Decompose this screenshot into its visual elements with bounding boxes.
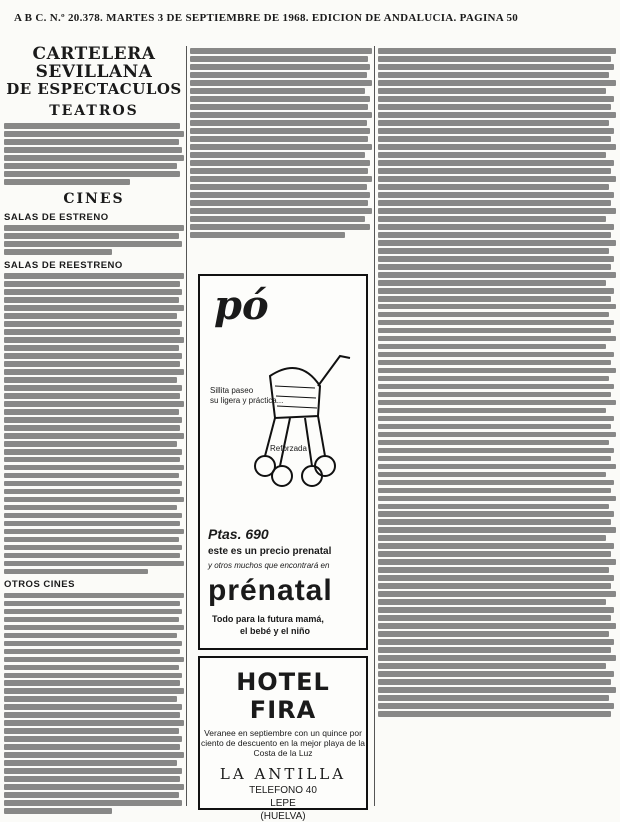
column-divider (374, 46, 375, 806)
stroller-illustration (200, 326, 366, 496)
otros-cines-listing (4, 593, 184, 814)
hotel-province: (HUELVA) (260, 810, 306, 822)
prenatal-slogan-1: Todo para la futura mamá, (212, 614, 324, 624)
prenatal-slogan-2: el bebé y el niño (240, 626, 311, 636)
middle-listing (190, 48, 372, 237)
hotel-town: LEPE (270, 797, 296, 809)
salas-estreno-heading: SALAS DE ESTRENO (4, 211, 109, 223)
masthead-line2: DE ESPECTACULOS (6, 79, 182, 98)
hotel-phone: TELEFONO 40 (249, 784, 317, 796)
price-caption: este es un precio prenatal (208, 546, 332, 557)
prenatal-ad-logo: pó (214, 282, 269, 329)
right-column (378, 46, 616, 808)
cines-heading: CINES (63, 190, 125, 207)
hotel-offer-text: Veranee en septiembre con un quince por ciento de descuento en la mejor playa de la Costa de la Luz (201, 728, 365, 759)
prenatal-advertisement (198, 274, 368, 650)
hotel-place: LA ANTILLA (219, 764, 347, 783)
teatros-listing (4, 123, 184, 184)
left-column (4, 46, 184, 808)
hotel-name: HOTEL FIRA (236, 668, 330, 724)
column-divider (186, 46, 187, 806)
prenatal-brand: prénatal (208, 574, 333, 607)
stroller-price: Ptas. 690 (208, 526, 269, 542)
hotel-fira-advertisement (198, 656, 368, 822)
salas-reestreno-heading: SALAS DE REESTRENO (4, 259, 123, 271)
cartelera-masthead (4, 46, 184, 97)
estreno-listing (4, 225, 184, 255)
masthead-line1: CARTELERA SEVILLANA (32, 44, 156, 82)
middle-column (190, 46, 372, 822)
reestreno-listing (4, 273, 184, 574)
stroller-tagline: Sillita paseo su ligera y práctica... (210, 386, 284, 405)
otros-cines-heading: OTROS CINES (4, 579, 75, 591)
stroller-model: Reforzada (270, 444, 307, 453)
more-products-text: y otros muchos que encontrará en (208, 561, 330, 570)
teatros-heading: TEATROS (49, 103, 139, 120)
page-header: A B C. N.º 20.378. MARTES 3 DE SEPTIEMBRE DE 1968. EDICION DE ANDALUCIA. PAGINA 50 (14, 12, 519, 24)
right-listing (378, 48, 616, 716)
